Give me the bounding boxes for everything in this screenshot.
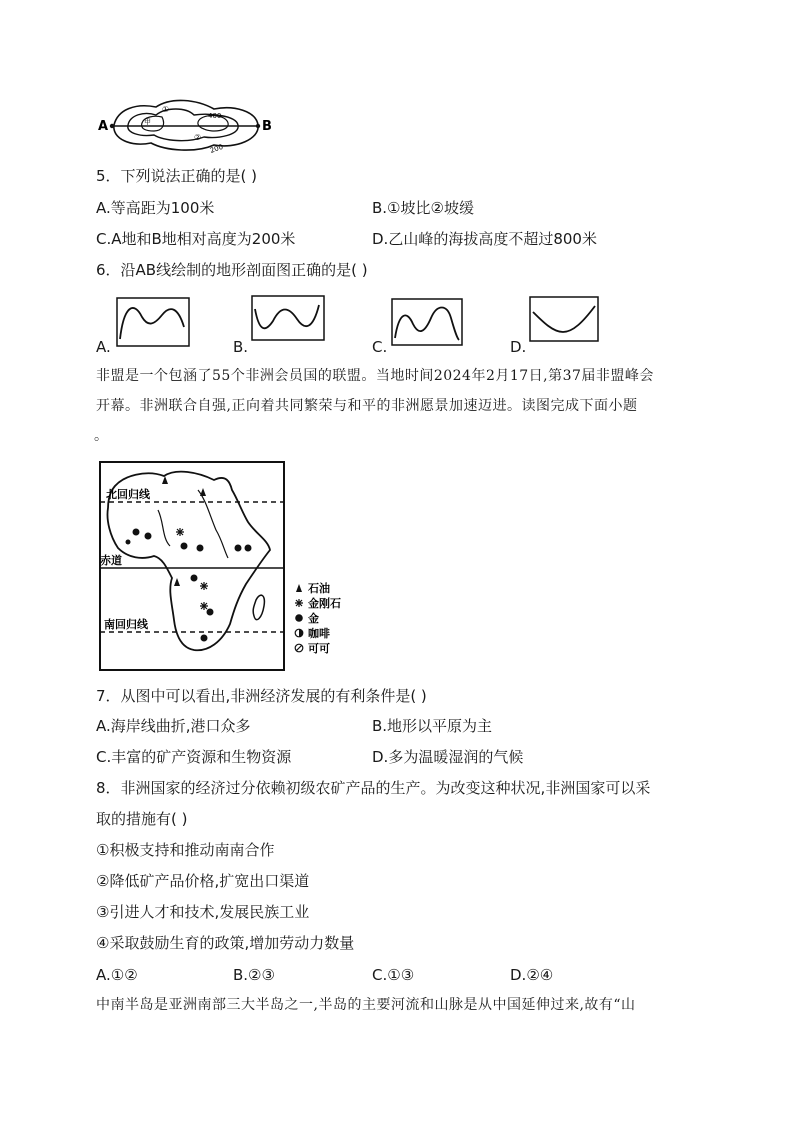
legend-oil: 石油: [308, 582, 330, 595]
tropic-capricorn-label: 南回归线: [104, 618, 148, 631]
africa-map: [98, 460, 348, 672]
contour-label-1: ①: [162, 105, 170, 114]
q6-option-a-label: A.: [96, 338, 111, 356]
point-a-label: A: [98, 119, 109, 134]
legend-coffee: 咖啡: [308, 627, 330, 640]
q6-option-c-label: C.: [372, 338, 388, 356]
q7-option-c: C.丰富的矿产资源和生物资源: [96, 748, 292, 766]
contour-label-200: 200: [208, 142, 225, 155]
passage1-line2: 开幕。非洲联合自强,正向着共同繁荣与和平的非洲愿景加速迈进。读图完成下面小题: [96, 398, 638, 414]
profile-d: [529, 296, 599, 342]
passage2-line1: 中南半岛是亚洲南部三大半岛之一,半岛的主要河流和山脉是从中国延伸过来,故有“山: [96, 997, 636, 1013]
q8-option-c: C.①③: [372, 966, 415, 984]
point-b-label: B: [262, 119, 272, 134]
q8-option-b: B.②③: [233, 966, 275, 984]
legend-diamond: 金刚石: [308, 597, 341, 610]
q8-option-d: D.②④: [510, 966, 554, 984]
q5-option-b: B.①坡比②坡缓: [372, 199, 474, 217]
diamond-legend-icon: [295, 599, 303, 607]
q8-item-2: ②降低矿产品价格,扩宽出口渠道: [96, 872, 310, 890]
contour-label-jia: 甲: [144, 118, 151, 126]
legend-cocoa: 可可: [308, 642, 330, 655]
q6-option-b-label: B.: [233, 338, 249, 356]
q7-option-b: B.地形以平原为主: [372, 717, 493, 735]
q8-stem-line1: 8．非洲国家的经济过分依赖初级农矿产品的生产。为改变这种状况,非洲国家可以采: [96, 779, 651, 797]
q7-option-a: A.海岸线曲折,港口众多: [96, 717, 251, 735]
contour-label-400: 400: [208, 112, 222, 120]
q7-option-d: D.多为温暖湿润的气候: [372, 748, 524, 766]
q5-option-a: A.等高距为100米: [96, 199, 215, 217]
q8-item-4: ④采取鼓励生育的政策,增加劳动力数量: [96, 934, 355, 952]
q5-stem: 5．下列说法正确的是( ): [96, 167, 258, 185]
q5-option-c: C.A地和B地相对高度为200米: [96, 230, 296, 248]
profile-b: [251, 295, 325, 341]
q7-stem: 7．从图中可以看出,非洲经济发展的有利条件是( ): [96, 687, 427, 705]
map-legend: [295, 581, 341, 655]
contour-map: [96, 95, 276, 160]
q6-stem: 6．沿AB线绘制的地形剖面图正确的是( ): [96, 261, 368, 279]
q8-stem-line2: 取的措施有( ): [96, 810, 188, 828]
equator-label: 赤道: [100, 554, 122, 567]
q6-option-d-label: D.: [510, 338, 527, 356]
q5-option-d: D.乙山峰的海拔高度不超过800米: [372, 230, 597, 248]
q8-option-a: A.①②: [96, 966, 138, 984]
tropic-cancer-label: 北回归线: [106, 488, 150, 501]
q8-item-1: ①积极支持和推动南南合作: [96, 841, 275, 859]
profile-a: [116, 297, 190, 347]
oil-legend-icon: [296, 584, 302, 592]
contour-label-2: ②: [194, 133, 202, 142]
profile-c: [391, 298, 463, 346]
passage1-line1: 非盟是一个包涵了55个非洲会员国的联盟。当地时间2024年2月17日,第37届非盟峰会: [96, 368, 654, 384]
gold-legend-icon: [295, 614, 303, 622]
legend-gold: 金: [308, 612, 319, 625]
passage1-line3: 。: [94, 428, 109, 444]
q8-item-3: ③引进人才和技术,发展民族工业: [96, 903, 310, 921]
